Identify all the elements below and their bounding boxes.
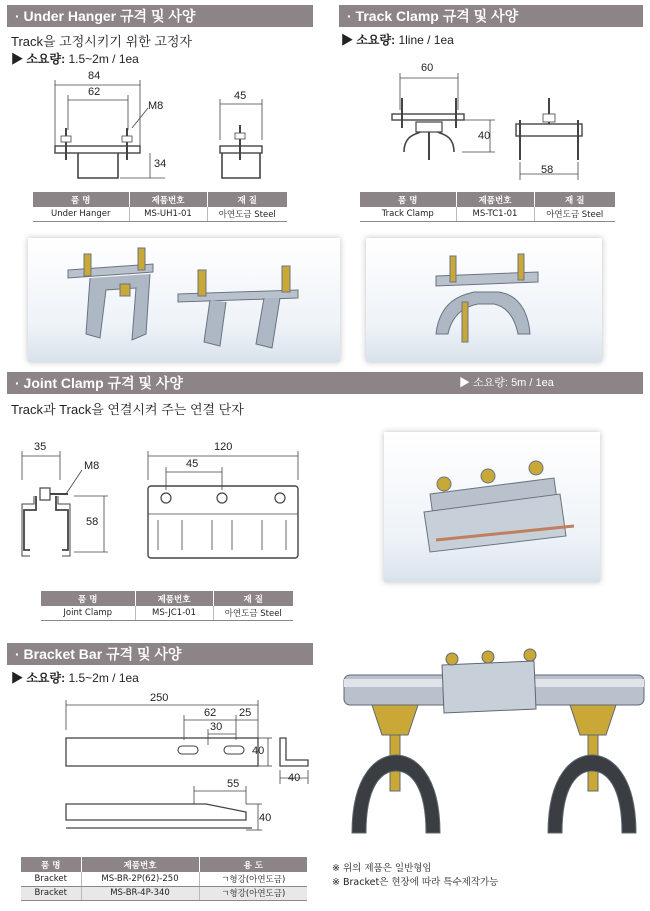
under-hanger-qty-value: 1.5~2m / 1ea [68, 52, 139, 66]
bracket-bar-photo [338, 643, 648, 848]
bb-dim-250: 250 [150, 692, 169, 704]
jc-td-code: MS-JC1-01 [135, 606, 213, 620]
joint-clamp-title: · Joint Clamp 규격 및 사양 [15, 375, 183, 391]
bb-td-use-2: ㄱ형강(아연도금) [199, 886, 307, 900]
uh-td-name: Under Hanger [33, 207, 129, 221]
track-clamp-qty-value: 1line / 1ea [398, 33, 454, 47]
bb-th-code: 제품번호 [81, 857, 199, 872]
jc-dim-m8: M8 [84, 460, 100, 472]
tc-td-material: 아연도금 Steel [534, 207, 615, 221]
joint-clamp-qty-label: ▶ 소요량: [459, 377, 508, 389]
uh-td-code: MS-UH1-01 [129, 207, 207, 221]
uh-th-material: 재 질 [207, 192, 287, 207]
uh-th-code: 제품번호 [129, 192, 207, 207]
under-hanger-desc: Track을 고정시키기 위한 고정자 [11, 34, 192, 49]
bb-dim-30: 30 [210, 721, 223, 733]
bb-dim-40b: 40 [288, 772, 301, 784]
jc-th-name: 품 명 [41, 591, 135, 606]
uh-dim-34: 34 [154, 158, 167, 170]
bracket-bar-spec-table [21, 857, 307, 901]
table-row [21, 872, 307, 886]
bracket-note-1: ※ 위의 제품은 일반형임 [332, 863, 432, 874]
bb-dim-40a: 40 [252, 745, 265, 757]
bb-td-name-2: Bracket [21, 886, 81, 900]
uh-dim-62: 62 [88, 86, 101, 98]
bb-td-use-1: ㄱ형강(아연도금) [199, 872, 307, 886]
bb-dim-62: 62 [204, 707, 217, 719]
tc-th-name: 품 명 [360, 192, 456, 207]
bb-dim-40c: 40 [259, 812, 272, 824]
table-row [21, 886, 307, 900]
bb-td-name-1: Bracket [21, 872, 81, 886]
under-hanger-header: · Under Hanger 규격 및 사양 [7, 5, 313, 27]
bracket-bar-qty-value: 1.5~2m / 1ea [68, 671, 139, 685]
tc-th-code: 제품번호 [456, 192, 534, 207]
uh-td-material: 아연도금 Steel [207, 207, 287, 221]
jc-dim-35: 35 [34, 441, 47, 453]
jc-th-material: 재 질 [213, 591, 293, 606]
tc-dim-60: 60 [421, 62, 434, 74]
uh-dim-45: 45 [234, 90, 247, 102]
uh-th-name: 품 명 [33, 192, 129, 207]
track-clamp-qty-label: ▶ 소요량: [341, 33, 396, 47]
track-clamp-header: · Track Clamp 규격 및 사양 [339, 5, 643, 27]
tc-dim-40: 40 [478, 130, 491, 142]
tc-td-code: MS-TC1-01 [456, 207, 534, 221]
bracket-bar-header: · Bracket Bar 규격 및 사양 [7, 643, 313, 665]
bb-td-code-1: MS-BR-2P(62)-250 [81, 872, 199, 886]
joint-clamp-qty-value: 5m / 1ea [511, 377, 554, 389]
tc-th-material: 재 질 [534, 192, 615, 207]
joint-clamp-desc: Track과 Track을 연결시켜 주는 연결 단자 [11, 402, 244, 417]
bb-td-code-2: MS-BR-4P-340 [81, 886, 199, 900]
under-hanger-qty-label: ▶ 소요량: [11, 52, 66, 66]
bb-th-use: 용 도 [199, 857, 307, 872]
tc-dim-58: 58 [541, 164, 554, 176]
bb-th-name: 품 명 [21, 857, 81, 872]
bracket-note-2: ※ Bracket은 현장에 따라 특수제작가능 [332, 877, 499, 888]
tc-td-name: Track Clamp [360, 207, 456, 221]
jc-dim-120: 120 [214, 441, 233, 453]
uh-dim-m8: M8 [148, 100, 164, 112]
jc-td-name: Joint Clamp [41, 606, 135, 620]
bb-dim-25: 25 [239, 707, 252, 719]
jc-dim-45: 45 [186, 458, 199, 470]
bb-dim-55: 55 [227, 778, 240, 790]
jc-dim-58: 58 [86, 516, 99, 528]
bracket-bar-qty-label: ▶ 소요량: [11, 671, 66, 685]
jc-th-code: 제품번호 [135, 591, 213, 606]
jc-td-material: 아연도금 Steel [213, 606, 293, 620]
uh-dim-84: 84 [88, 70, 101, 82]
